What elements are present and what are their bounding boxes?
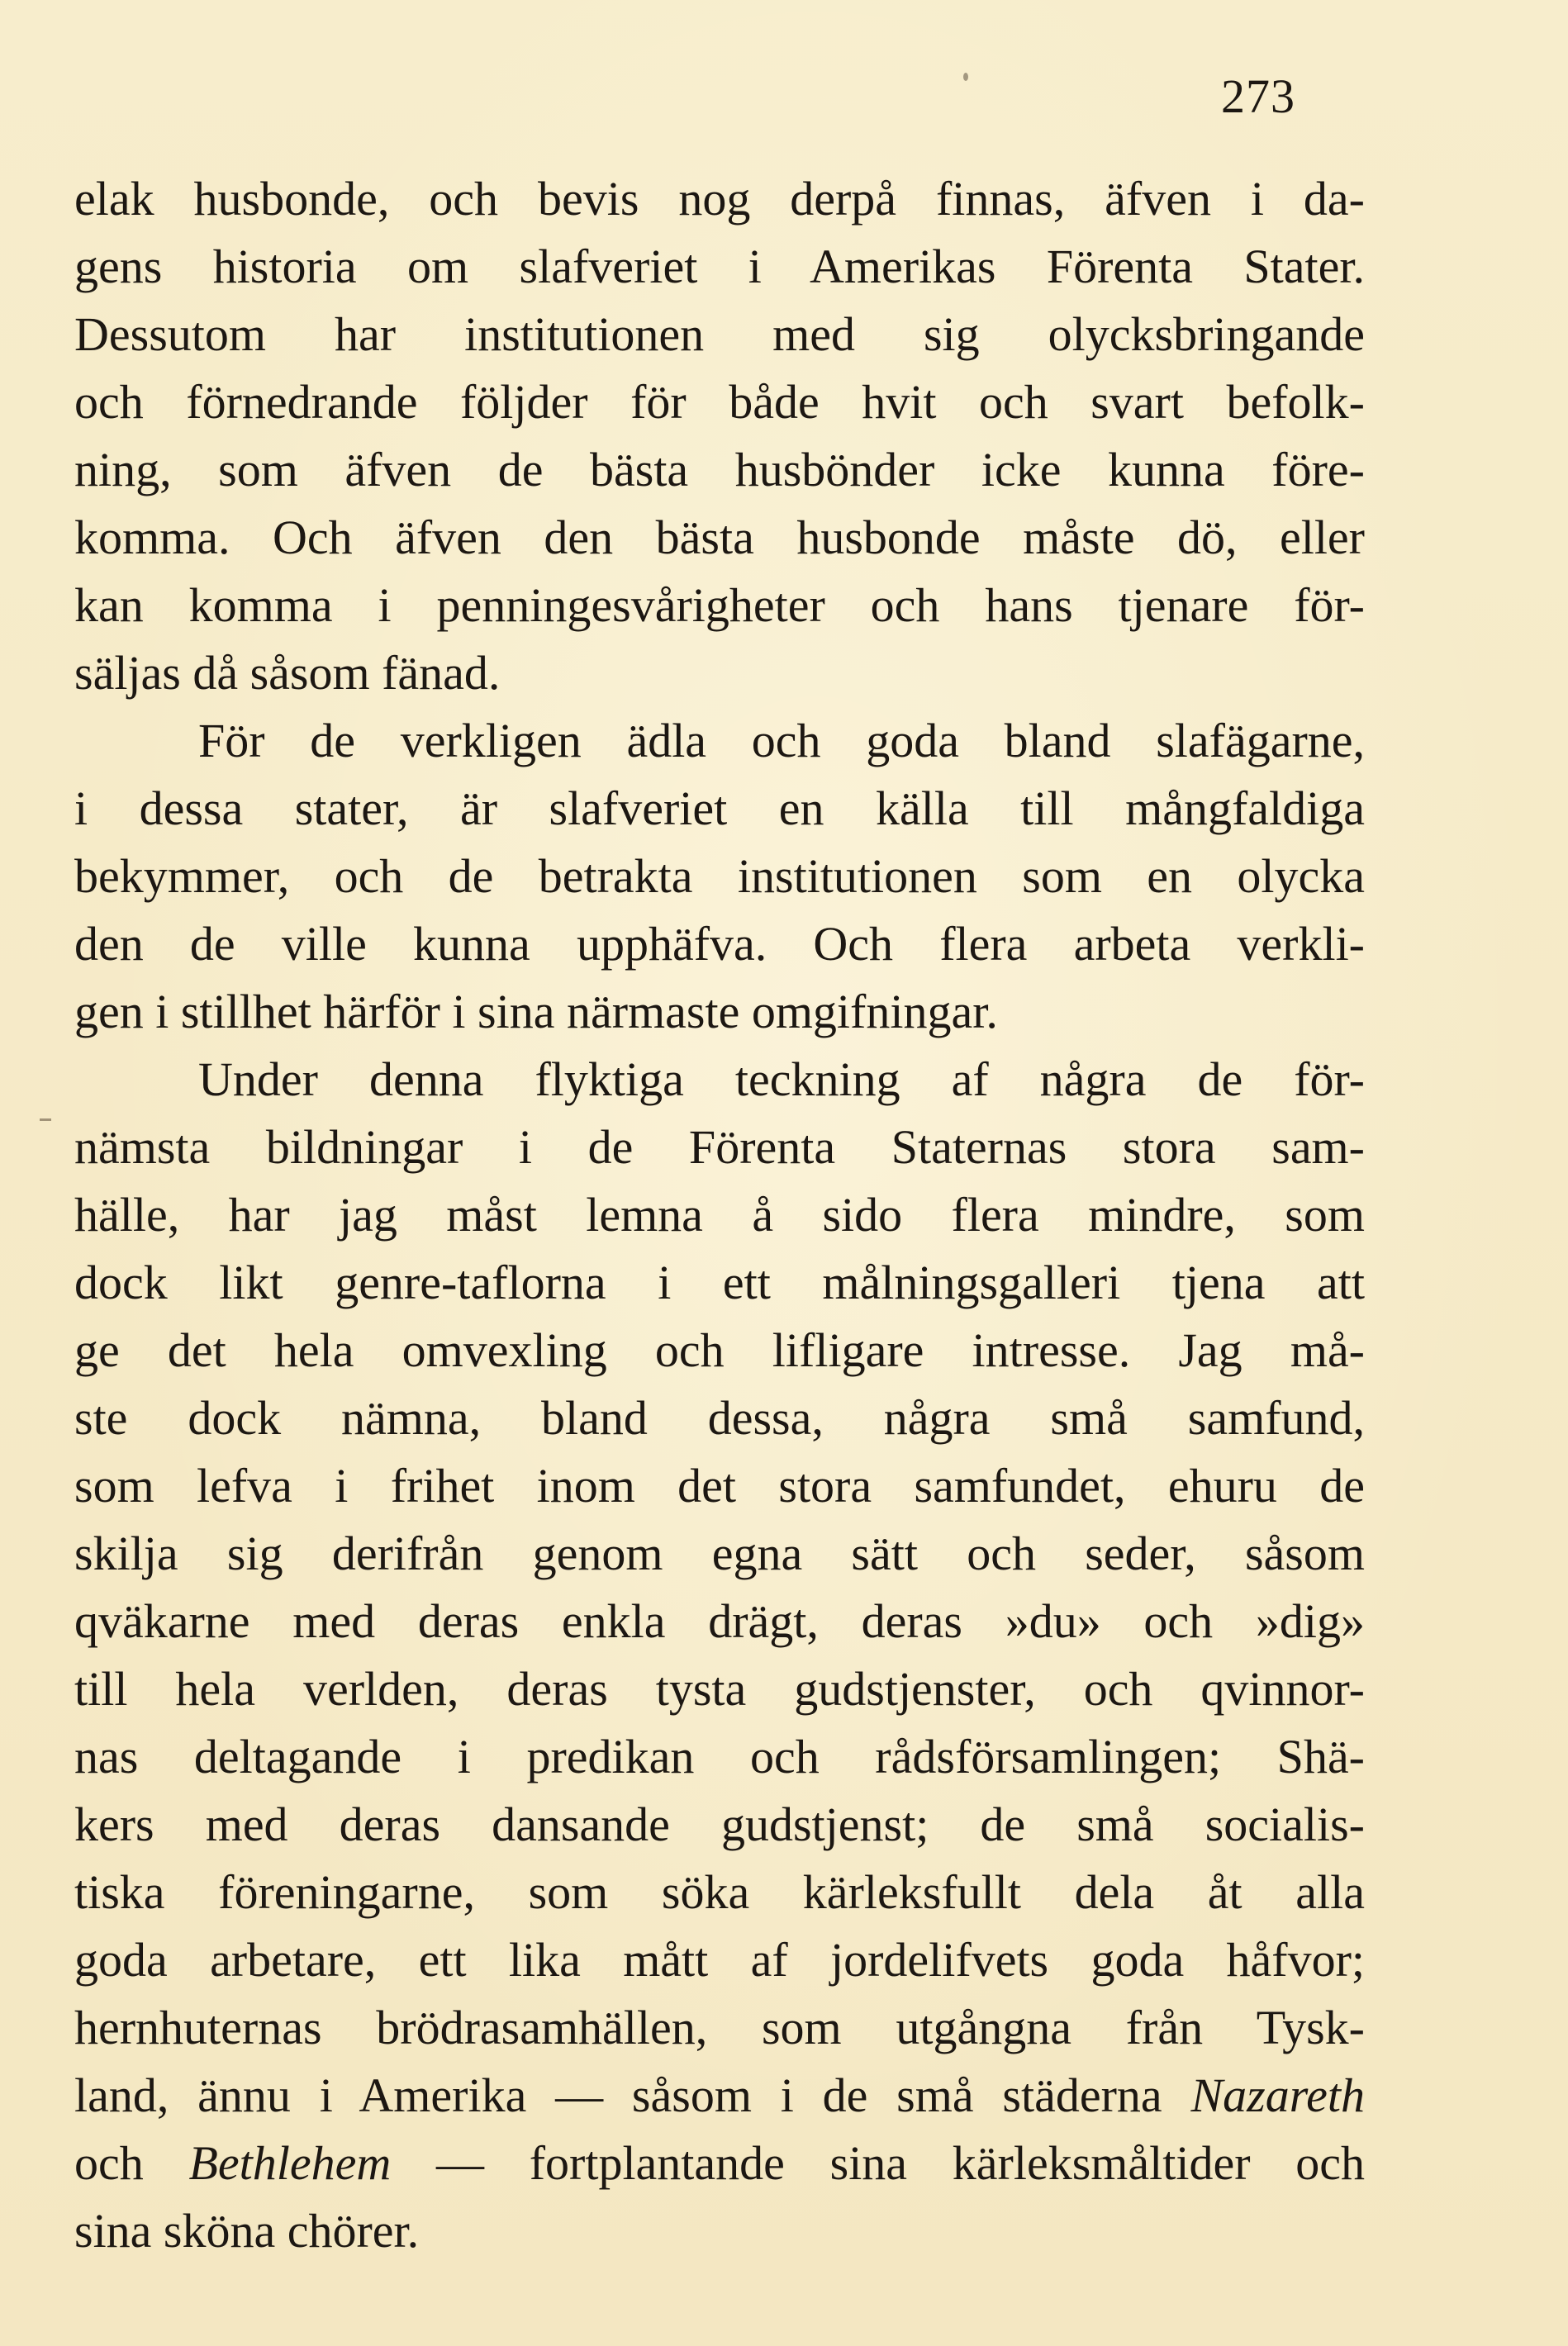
text-line: hernhuternas brödrasamhällen, som utgångna från Tysk-	[74, 2001, 1365, 2054]
text-line: För de verkligen ädla och goda bland slafägarne,	[198, 714, 1365, 767]
text-line: gen i stillhet härför i sina närmaste omgifningar.	[74, 985, 998, 1038]
text-line: komma. Och äfven den bästa husbonde måste dö, eller	[74, 511, 1365, 564]
text-line: gens historia om slafveriet i Amerikas Förenta Stater.	[74, 240, 1365, 293]
text-line: ning, som äfven de bästa husbönder icke kunna före-	[74, 443, 1365, 496]
text-line: Dessutom har institutionen med sig olycksbringande	[74, 307, 1365, 361]
text-line: ste dock nämna, bland dessa, några små samfund,	[74, 1391, 1365, 1445]
text-line: nas deltagande i predikan och rådsförsamlingen; Shä-	[74, 1730, 1365, 1783]
page-number: 273	[1221, 69, 1295, 123]
text-line: hälle, har jag måst lemna å sido flera mindre, som	[74, 1188, 1365, 1242]
text-line: bekymmer, och de betrakta institutionen som en olycka	[74, 849, 1365, 903]
text-segment: och	[74, 2136, 189, 2190]
text-line: till hela verlden, deras tysta gudstjenster, och qvinnor-	[74, 1662, 1365, 1716]
text-line: dock likt genre-taflorna i ett målningsgalleri tjena att	[74, 1256, 1365, 1309]
text-line: säljas då såsom fänad.	[74, 646, 501, 700]
text-line: skilja sig derifrån genom egna sätt och seder, såsom	[74, 1527, 1365, 1580]
text-segment: — fortplantande sina kärleksmåltider och	[391, 2136, 1365, 2190]
text-line: och förnedrande följder för både hvit och svart befolk-	[74, 375, 1365, 429]
text-line-with-italic	[74, 2062, 1365, 2130]
text-line-with-italic	[74, 2130, 1365, 2197]
text-line: nämsta bildningar i de Förenta Staternas stora sam-	[74, 1120, 1365, 1174]
text-line: som lefva i frihet inom det stora samfundet, ehuru de	[74, 1459, 1365, 1513]
text-line: sina sköna chörer.	[74, 2204, 420, 2258]
text-segment: land, ännu i Amerika — såsom i de små städerna	[74, 2068, 1162, 2122]
text-line: kan komma i penningesvårigheter och hans tjenare för-	[74, 578, 1365, 632]
text-line: kers med deras dansande gudstjenst; de små socialis-	[74, 1797, 1365, 1851]
text-line: qväkarne med deras enkla drägt, deras »du» och »dig»	[74, 1594, 1365, 1648]
text-line: i dessa stater, är slafveriet en källa till mångfaldiga	[74, 781, 1365, 835]
text-line: tiska föreningarne, som söka kärleksfullt dela åt alla	[74, 1865, 1365, 1919]
ink-speck	[963, 73, 968, 81]
text-line: den de ville kunna upphäfva. Och flera arbeta verkli-	[74, 917, 1365, 971]
italic-place-name: Bethlehem	[188, 2136, 392, 2190]
italic-place-name: Nazareth	[1190, 2068, 1366, 2122]
text-line: ge det hela omvexling och lifligare intresse. Jag må-	[74, 1323, 1365, 1377]
text-line: Under denna flyktiga teckning af några de för-	[198, 1052, 1365, 1106]
text-line: elak husbonde, och bevis nog derpå finnas, äfven i da-	[74, 172, 1365, 226]
margin-mark	[40, 1118, 51, 1121]
body-text	[74, 165, 1365, 2265]
text-line: goda arbetare, ett lika mått af jordelifvets goda håfvor;	[74, 1933, 1365, 1987]
